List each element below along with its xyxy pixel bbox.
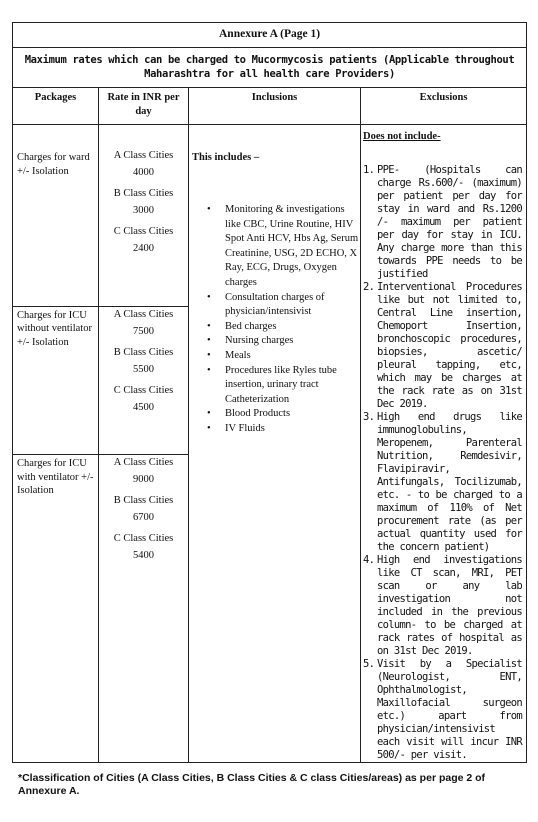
inclusions-heading: This includes – xyxy=(192,152,260,163)
exclusion-text: Visit by a Specialist (Neurologist, ENT, Ophthalmologist, Maxillofacial surgeon etc.) apart from physician/intensivist each visit will incur INR 500/- per visit. xyxy=(377,658,523,761)
exclusion-text: PPE- (Hospitals can charge Rs.600/- (maximum) per patient per day for stay in ward and Rs.1200 /- maximum per patient per day for stay in ICU. Any charge more than this towards PPE needs to be justified xyxy=(377,164,523,280)
header-exclusions: Exclusions xyxy=(361,88,527,125)
rates-icu xyxy=(99,306,189,455)
exclusions-heading: Does not include- xyxy=(363,131,441,142)
exclusion-number: 5. xyxy=(363,658,375,670)
rates-icu-ventilator xyxy=(99,455,189,763)
package-name: Charges for ICU with ventilator +/- Isolation xyxy=(17,458,94,497)
exclusion-item xyxy=(363,554,523,658)
rate-city: A Class Cities xyxy=(113,457,174,469)
page-title: Annexure A (Page 1) xyxy=(13,23,527,48)
rate-value: 4000 xyxy=(133,167,154,178)
package-icu xyxy=(13,306,99,455)
rate-city: C Class Cities xyxy=(113,533,174,545)
package-name: Charges for ICU without ventilator +/- Isolation xyxy=(17,309,92,348)
table-subtitle: Maximum rates which can be charged to Mucormycosis patients (Applicable throughout Maharashtra for all health care Providers) xyxy=(13,48,527,88)
inclusion-item: • IV Fluids xyxy=(225,422,360,437)
inclusion-item: • Blood Products xyxy=(225,407,360,422)
exclusions-cell xyxy=(361,125,527,763)
exclusion-number: 1. xyxy=(363,164,375,176)
exclusion-item xyxy=(363,164,523,281)
rates-ward xyxy=(99,125,189,307)
exclusion-number: 4. xyxy=(363,554,375,566)
rate-value: 5400 xyxy=(133,550,154,562)
rate-city: B Class Cities xyxy=(113,346,174,358)
header-inclusions: Inclusions xyxy=(189,88,361,125)
inclusion-item: • Meals xyxy=(225,349,360,364)
rate-value: 9000 xyxy=(133,474,154,486)
inclusion-item: • Procedures like Ryles tube insertion, urinary tract Catheterization xyxy=(225,364,360,408)
exclusion-item xyxy=(363,411,523,554)
inclusions-cell xyxy=(189,125,361,763)
rate-value: 4500 xyxy=(133,401,154,413)
inclusions-list xyxy=(189,203,360,437)
rate-city: B Class Cities xyxy=(113,188,174,199)
header-rate: Rate in INR per day xyxy=(99,88,189,125)
annexure-sheet xyxy=(12,22,526,763)
inclusion-item: • Nursing charges xyxy=(225,334,360,349)
rate-city: A Class Cities xyxy=(113,150,174,161)
rate-value: 6700 xyxy=(133,512,154,524)
inclusion-item: • Bed charges xyxy=(225,320,360,335)
exclusion-item xyxy=(363,658,523,762)
rate-value: 7500 xyxy=(133,325,154,337)
inclusion-item: • Consultation charges of physician/intensivist xyxy=(225,291,360,320)
exclusion-text: High end investigations like CT scan, MRI, PET scan or any lab investigation not included in the previous column- to be charged at rack rates of hospital as on 31st Dec 2019. xyxy=(377,554,523,657)
rate-value: 2400 xyxy=(133,243,154,254)
package-icu-ventilator xyxy=(13,455,99,763)
exclusion-item xyxy=(363,281,523,411)
rate-value: 3000 xyxy=(133,205,154,216)
exclusion-number: 2. xyxy=(363,281,375,293)
exclusion-text: High end drugs like immunoglobulins, Meropenem, Parenteral Nutrition, Remdesivir, Flavipiravir, Antifungals, Tocilizumab, etc. - to be charged to a maximum of 110% of Net procurement rate (as per actual quantity used for the concern patient) xyxy=(377,411,523,553)
rate-city: B Class Cities xyxy=(113,495,174,507)
rate-city: C Class Cities xyxy=(113,384,174,396)
inclusion-item: • Monitoring & investigations like CBC, Urine Routine, HIV Spot Anti HCV, Hbs Ag, Serum Creatinine, USG, 2D ECHO, X Ray, ECG, Drugs, Oxygen charges xyxy=(225,203,360,291)
exclusion-number: 3. xyxy=(363,411,375,423)
exclusions-list xyxy=(361,164,526,762)
package-ward xyxy=(13,125,99,307)
rates-table xyxy=(12,22,527,763)
exclusion-text: Interventional Procedures like but not limited to, Central Line insertion, Chemoport Insertion, bronchoscopic procedures, biopsies, ascetic/ pleural tapping, etc, which may be charges at the rack rate as on 31st Dec 2019. xyxy=(377,281,523,410)
header-packages: Packages xyxy=(13,88,99,125)
package-name: Charges for ward +/- Isolation xyxy=(17,152,90,177)
rate-city: A Class Cities xyxy=(113,308,174,320)
footnote: *Classification of Cities (A Class Cities, B Class Cities & C class Cities/areas) as per page 2 of Annexure A. xyxy=(18,772,486,797)
rate-city: C Class Cities xyxy=(113,226,174,237)
rate-value: 5500 xyxy=(133,363,154,375)
